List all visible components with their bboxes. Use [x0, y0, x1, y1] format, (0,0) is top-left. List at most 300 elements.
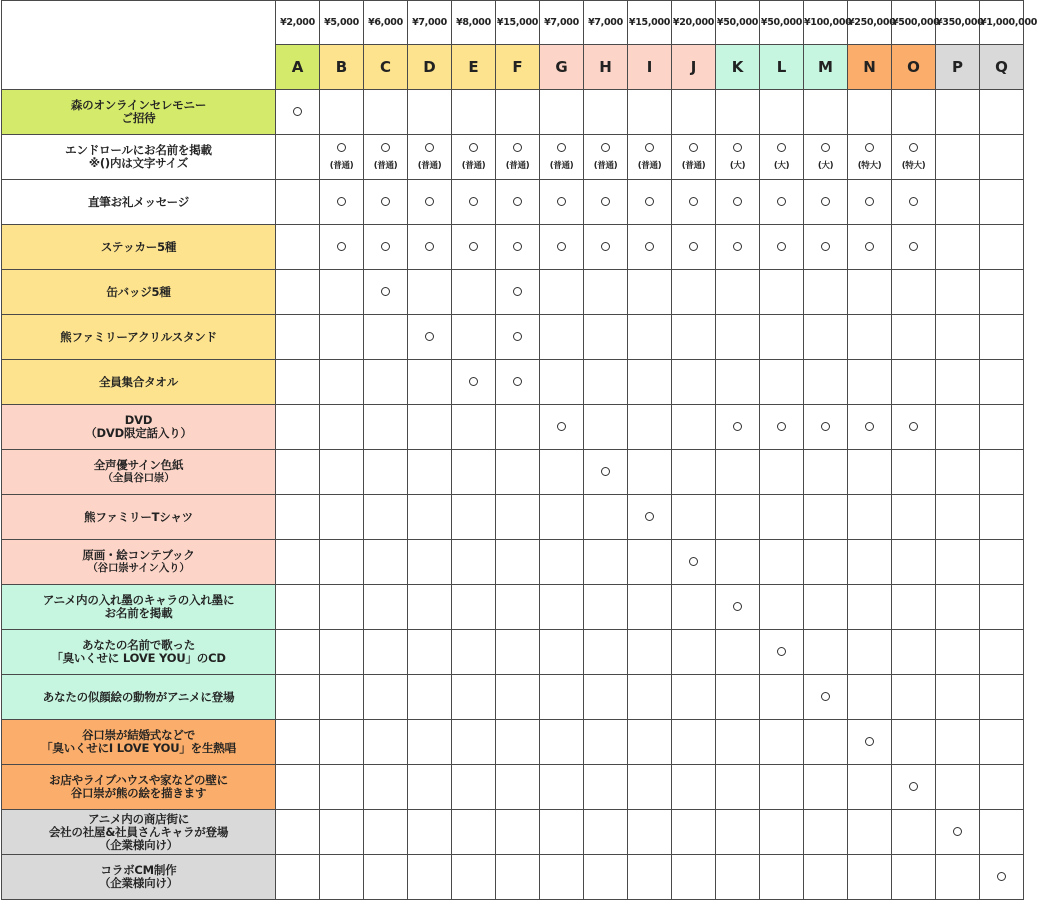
tier-price-e: ¥8,000 [452, 1, 496, 45]
included-circle-icon [777, 197, 786, 206]
included-circle-icon [601, 467, 610, 476]
reward-cell-h [584, 270, 628, 315]
reward-cell-p [936, 315, 980, 360]
reward-label [2, 720, 276, 765]
reward-cell-l [760, 450, 804, 495]
reward-cell-a [276, 540, 320, 585]
reward-cell-q [980, 270, 1024, 315]
reward-label [2, 630, 276, 675]
reward-cell-d [408, 360, 452, 405]
reward-row [2, 360, 1024, 405]
reward-cell-d [408, 675, 452, 720]
reward-cell-b [320, 765, 364, 810]
reward-cell-j [672, 675, 716, 720]
reward-cell-a [276, 180, 320, 225]
reward-cell-h [584, 90, 628, 135]
text-size-note: (普通) [461, 160, 486, 171]
reward-label-line: ※()内は文字サイズ [88, 156, 189, 170]
reward-cell-k [716, 585, 760, 630]
reward-cell-i [628, 315, 672, 360]
reward-cell-m [804, 270, 848, 315]
reward-cell-f [496, 585, 540, 630]
tier-letter-c: C [364, 45, 408, 90]
reward-cell-g [540, 855, 584, 900]
reward-cell-n [848, 495, 892, 540]
reward-cell-q [980, 450, 1024, 495]
reward-cell-k [716, 90, 760, 135]
included-circle-icon [821, 422, 830, 431]
included-circle-icon [689, 143, 698, 152]
reward-cell-i [628, 855, 672, 900]
reward-cell-j [672, 630, 716, 675]
included-circle-icon [513, 197, 522, 206]
reward-cell-b [320, 135, 364, 180]
tier-price-i: ¥15,000 [628, 1, 672, 45]
reward-cell-i [628, 450, 672, 495]
reward-cell-c [364, 540, 408, 585]
reward-cell-l [760, 135, 804, 180]
reward-label [2, 765, 276, 810]
reward-cell-g [540, 315, 584, 360]
reward-cell-p [936, 135, 980, 180]
reward-cell-e [452, 765, 496, 810]
included-circle-icon [953, 827, 962, 836]
reward-cell-q [980, 360, 1024, 405]
reward-cell-d [408, 90, 452, 135]
reward-label [2, 90, 276, 135]
reward-cell-c [364, 360, 408, 405]
reward-cell-n [848, 225, 892, 270]
reward-cell-l [760, 540, 804, 585]
reward-row [2, 855, 1024, 900]
reward-cell-p [936, 855, 980, 900]
reward-cell-f [496, 360, 540, 405]
reward-cell-q [980, 540, 1024, 585]
reward-cell-e [452, 810, 496, 855]
reward-label-line: 谷口崇が熊の絵を描きます [70, 786, 207, 800]
reward-cell-d [408, 405, 452, 450]
tier-letter-g: G [540, 45, 584, 90]
reward-cell-j [672, 405, 716, 450]
reward-cell-i [628, 810, 672, 855]
reward-cell-a [276, 225, 320, 270]
reward-cell-k [716, 630, 760, 675]
reward-cell-j [672, 225, 716, 270]
reward-cell-h [584, 225, 628, 270]
reward-cell-k [716, 135, 760, 180]
reward-cell-i [628, 180, 672, 225]
included-circle-icon [381, 242, 390, 251]
reward-label-line: 全声優サイン色紙 [93, 458, 184, 472]
included-circle-icon [513, 242, 522, 251]
included-circle-icon [865, 197, 874, 206]
included-circle-icon [293, 107, 302, 116]
tier-letter-j: J [672, 45, 716, 90]
reward-cell-a [276, 360, 320, 405]
reward-cell-h [584, 540, 628, 585]
reward-label [2, 135, 276, 180]
reward-cell-i [628, 585, 672, 630]
reward-cell-m [804, 315, 848, 360]
reward-cell-f [496, 495, 540, 540]
reward-cell-h [584, 585, 628, 630]
tier-price-o: ¥500,000 [892, 1, 936, 45]
reward-cell-e [452, 630, 496, 675]
tier-letter-f: F [496, 45, 540, 90]
reward-label-line: お店やライブハウスや家などの壁に [49, 773, 228, 787]
reward-row [2, 405, 1024, 450]
reward-label [2, 180, 276, 225]
reward-row [2, 720, 1024, 765]
reward-label-line: 谷口崇が結婚式などで [82, 728, 195, 742]
reward-cell-n [848, 540, 892, 585]
reward-cell-m [804, 540, 848, 585]
included-circle-icon [469, 143, 478, 152]
reward-cell-d [408, 630, 452, 675]
reward-cell-k [716, 180, 760, 225]
reward-label-line: （DVD限定話入り） [85, 426, 192, 440]
included-circle-icon [513, 332, 522, 341]
tier-letter-o: O [892, 45, 936, 90]
reward-label-line: コラボCM制作 [100, 863, 177, 877]
reward-cell-e [452, 585, 496, 630]
reward-row [2, 90, 1024, 135]
reward-cell-q [980, 135, 1024, 180]
reward-row [2, 270, 1024, 315]
reward-label-line: 会社の社屋&社員さんキャラが登場 [48, 824, 229, 839]
tier-letter-l: L [760, 45, 804, 90]
included-circle-icon [645, 242, 654, 251]
reward-cell-o [892, 270, 936, 315]
text-size-note: (大) [729, 160, 746, 171]
reward-cell-m [804, 495, 848, 540]
reward-cell-g [540, 405, 584, 450]
reward-cell-i [628, 675, 672, 720]
reward-cell-h [584, 360, 628, 405]
reward-label-line: （企業様向け） [98, 837, 179, 852]
reward-label-line: 「臭いくせに LOVE YOU」のCD [51, 651, 226, 665]
included-circle-icon [557, 143, 566, 152]
included-circle-icon [821, 197, 830, 206]
reward-cell-a [276, 810, 320, 855]
reward-cell-p [936, 585, 980, 630]
reward-cell-g [540, 720, 584, 765]
reward-cell-q [980, 585, 1024, 630]
reward-cell-p [936, 720, 980, 765]
reward-cell-c [364, 675, 408, 720]
reward-cell-o [892, 765, 936, 810]
reward-cell-b [320, 675, 364, 720]
reward-row [2, 180, 1024, 225]
reward-label-line: 原画・絵コンテブック [82, 548, 195, 562]
reward-cell-h [584, 405, 628, 450]
reward-cell-m [804, 630, 848, 675]
reward-cell-i [628, 540, 672, 585]
reward-cell-k [716, 495, 760, 540]
tier-price-p: ¥350,000 [936, 1, 980, 45]
reward-cell-i [628, 270, 672, 315]
reward-cell-d [408, 720, 452, 765]
reward-cell-l [760, 585, 804, 630]
included-circle-icon [689, 242, 698, 251]
reward-cell-j [672, 495, 716, 540]
included-circle-icon [337, 197, 346, 206]
included-circle-icon [821, 692, 830, 701]
reward-cell-n [848, 360, 892, 405]
reward-cell-b [320, 225, 364, 270]
reward-row [2, 495, 1024, 540]
reward-cell-g [540, 135, 584, 180]
reward-label-line: アニメ内の商店街に [87, 811, 190, 826]
reward-label-line: 熊ファミリーTシャツ [84, 509, 193, 524]
reward-cell-l [760, 765, 804, 810]
reward-cell-n [848, 765, 892, 810]
reward-cell-k [716, 405, 760, 450]
reward-cell-a [276, 855, 320, 900]
included-circle-icon [645, 512, 654, 521]
text-size-note: (普通) [329, 160, 354, 171]
reward-cell-e [452, 450, 496, 495]
reward-label-line: 森のオンラインセレモニー [70, 98, 207, 112]
reward-cell-b [320, 90, 364, 135]
reward-cell-p [936, 270, 980, 315]
reward-cell-l [760, 270, 804, 315]
reward-cell-g [540, 225, 584, 270]
reward-label [2, 855, 276, 900]
reward-cell-b [320, 270, 364, 315]
reward-cell-d [408, 810, 452, 855]
reward-cell-f [496, 450, 540, 495]
reward-label-line: （全員谷口崇） [102, 472, 175, 484]
reward-cell-c [364, 405, 408, 450]
reward-cell-k [716, 810, 760, 855]
text-size-note: (普通) [373, 160, 398, 171]
reward-label-line: 全員集合タオル [98, 374, 179, 389]
reward-cell-m [804, 675, 848, 720]
reward-cell-h [584, 720, 628, 765]
included-circle-icon [425, 143, 434, 152]
reward-cell-a [276, 495, 320, 540]
reward-cell-l [760, 90, 804, 135]
reward-cell-p [936, 765, 980, 810]
included-circle-icon [733, 197, 742, 206]
included-circle-icon [821, 143, 830, 152]
reward-label [2, 450, 276, 495]
reward-cell-h [584, 135, 628, 180]
reward-label-line: 缶バッジ5種 [106, 284, 171, 299]
included-circle-icon [601, 242, 610, 251]
tier-price-b: ¥5,000 [320, 1, 364, 45]
included-circle-icon [909, 242, 918, 251]
reward-cell-f [496, 630, 540, 675]
reward-cell-p [936, 180, 980, 225]
reward-label [2, 360, 276, 405]
reward-cell-j [672, 270, 716, 315]
reward-cell-f [496, 225, 540, 270]
reward-cell-o [892, 585, 936, 630]
reward-cell-k [716, 675, 760, 720]
reward-cell-n [848, 675, 892, 720]
reward-cell-c [364, 810, 408, 855]
reward-cell-b [320, 810, 364, 855]
reward-cell-f [496, 810, 540, 855]
reward-cell-c [364, 315, 408, 360]
reward-cell-i [628, 90, 672, 135]
tier-price-g: ¥7,000 [540, 1, 584, 45]
included-circle-icon [645, 143, 654, 152]
reward-cell-n [848, 720, 892, 765]
reward-cell-h [584, 495, 628, 540]
reward-cell-b [320, 630, 364, 675]
included-circle-icon [425, 197, 434, 206]
included-circle-icon [469, 197, 478, 206]
included-circle-icon [337, 143, 346, 152]
reward-cell-m [804, 585, 848, 630]
tier-letter-h: H [584, 45, 628, 90]
reward-cell-e [452, 675, 496, 720]
reward-cell-o [892, 315, 936, 360]
reward-cell-o [892, 405, 936, 450]
reward-cell-d [408, 855, 452, 900]
reward-cell-c [364, 585, 408, 630]
reward-cell-o [892, 360, 936, 405]
reward-label-line: ステッカー5種 [100, 239, 177, 254]
reward-label-line: 熊ファミリーアクリルスタンド [60, 329, 217, 344]
reward-cell-l [760, 405, 804, 450]
reward-label-line: あなたの名前で歌った [82, 638, 195, 652]
reward-cell-l [760, 855, 804, 900]
reward-cell-k [716, 855, 760, 900]
reward-cell-q [980, 810, 1024, 855]
reward-cell-o [892, 135, 936, 180]
tier-letter-p: P [936, 45, 980, 90]
reward-cell-d [408, 585, 452, 630]
reward-cell-q [980, 495, 1024, 540]
reward-label-line: お名前を掲載 [104, 606, 173, 620]
reward-cell-c [364, 630, 408, 675]
reward-cell-b [320, 360, 364, 405]
reward-row [2, 225, 1024, 270]
reward-cell-c [364, 450, 408, 495]
included-circle-icon [689, 197, 698, 206]
reward-cell-b [320, 855, 364, 900]
reward-cell-b [320, 180, 364, 225]
reward-cell-j [672, 765, 716, 810]
reward-cell-h [584, 630, 628, 675]
reward-label-line: あなたの似顔絵の動物がアニメに登場 [42, 689, 235, 704]
reward-cell-j [672, 540, 716, 585]
reward-label-line: 「臭いくせにI LOVE YOU」を生熱唱 [41, 741, 236, 755]
included-circle-icon [997, 872, 1006, 881]
reward-cell-f [496, 675, 540, 720]
included-circle-icon [865, 737, 874, 746]
reward-cell-a [276, 270, 320, 315]
reward-cell-q [980, 90, 1024, 135]
included-circle-icon [337, 242, 346, 251]
included-circle-icon [865, 143, 874, 152]
reward-cell-a [276, 765, 320, 810]
reward-cell-b [320, 585, 364, 630]
tier-price-d: ¥7,000 [408, 1, 452, 45]
reward-cell-p [936, 225, 980, 270]
reward-cell-o [892, 450, 936, 495]
reward-cell-q [980, 675, 1024, 720]
reward-cell-f [496, 315, 540, 360]
included-circle-icon [865, 422, 874, 431]
reward-cell-h [584, 315, 628, 360]
reward-cell-j [672, 450, 716, 495]
included-circle-icon [425, 242, 434, 251]
reward-cell-c [364, 225, 408, 270]
text-size-note: (普通) [417, 160, 442, 171]
reward-cell-i [628, 360, 672, 405]
reward-cell-n [848, 855, 892, 900]
included-circle-icon [425, 332, 434, 341]
reward-cell-f [496, 540, 540, 585]
reward-label [2, 810, 276, 855]
text-size-note: (普通) [505, 160, 530, 171]
included-circle-icon [733, 422, 742, 431]
reward-cell-e [452, 225, 496, 270]
tier-letter-b: B [320, 45, 364, 90]
included-circle-icon [733, 602, 742, 611]
reward-cell-e [452, 405, 496, 450]
reward-cell-d [408, 450, 452, 495]
reward-cell-o [892, 855, 936, 900]
tier-letter-n: N [848, 45, 892, 90]
included-circle-icon [909, 143, 918, 152]
reward-cell-e [452, 180, 496, 225]
tier-price-m: ¥100,000 [804, 1, 848, 45]
reward-cell-n [848, 180, 892, 225]
text-size-note: (普通) [549, 160, 574, 171]
reward-cell-a [276, 675, 320, 720]
reward-cell-a [276, 720, 320, 765]
reward-cell-e [452, 315, 496, 360]
reward-label [2, 225, 276, 270]
reward-cell-q [980, 405, 1024, 450]
reward-cell-l [760, 225, 804, 270]
reward-cell-d [408, 495, 452, 540]
reward-cell-m [804, 90, 848, 135]
reward-cell-m [804, 765, 848, 810]
reward-cell-c [364, 765, 408, 810]
reward-row [2, 450, 1024, 495]
reward-cell-h [584, 765, 628, 810]
reward-cell-p [936, 360, 980, 405]
included-circle-icon [821, 242, 830, 251]
reward-cell-o [892, 810, 936, 855]
tier-letter-q: Q [980, 45, 1024, 90]
reward-cell-i [628, 720, 672, 765]
reward-cell-j [672, 135, 716, 180]
included-circle-icon [733, 143, 742, 152]
reward-cell-h [584, 855, 628, 900]
reward-cell-l [760, 360, 804, 405]
text-size-note: (特大) [901, 160, 926, 171]
tier-price-f: ¥15,000 [496, 1, 540, 45]
reward-cell-m [804, 450, 848, 495]
reward-cell-c [364, 495, 408, 540]
reward-cell-b [320, 450, 364, 495]
reward-cell-o [892, 675, 936, 720]
reward-cell-k [716, 225, 760, 270]
included-circle-icon [909, 782, 918, 791]
tier-letter-i: I [628, 45, 672, 90]
reward-cell-f [496, 720, 540, 765]
reward-cell-d [408, 315, 452, 360]
reward-cell-k [716, 540, 760, 585]
